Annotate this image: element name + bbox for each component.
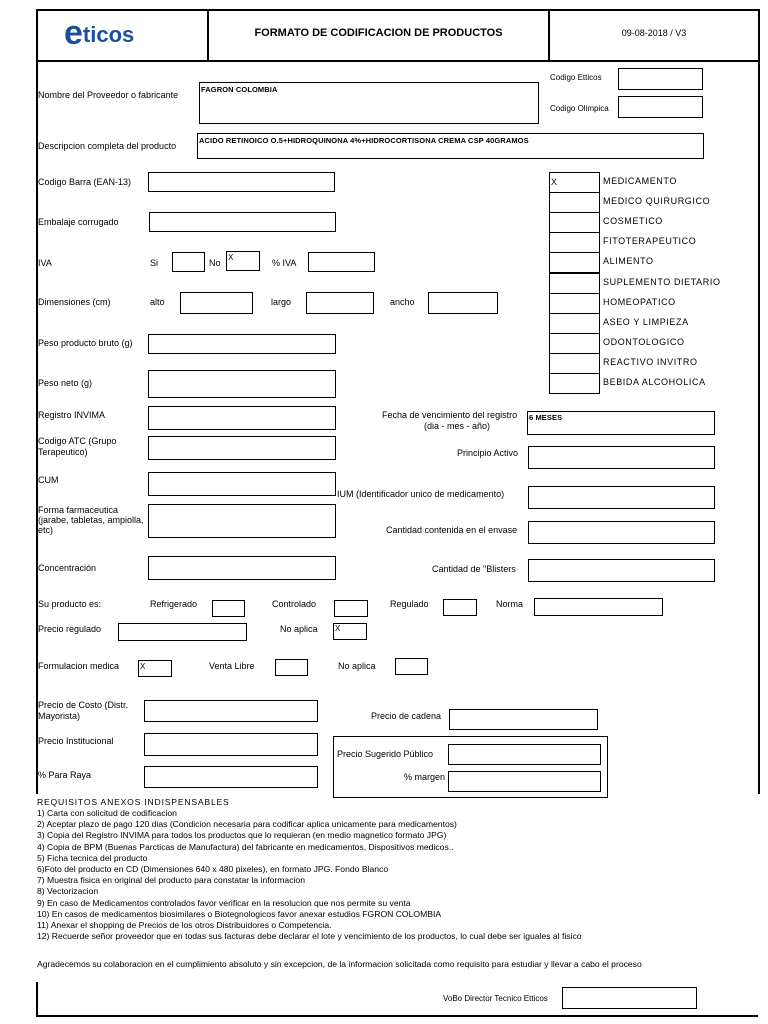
logo-text: ticos bbox=[82, 22, 135, 47]
category-checkbox[interactable] bbox=[549, 273, 600, 294]
category-checkbox[interactable] bbox=[549, 252, 600, 273]
largo-field[interactable] bbox=[306, 292, 374, 314]
refrigerado-label: Refrigerado bbox=[150, 599, 198, 609]
category-checkbox[interactable] bbox=[549, 293, 600, 314]
category-label: COSMETICO bbox=[603, 216, 663, 227]
formulacion-no-aplica-checkbox[interactable] bbox=[395, 658, 428, 675]
codigo-olimpica-field[interactable] bbox=[618, 96, 703, 118]
alto-label: alto bbox=[150, 297, 165, 307]
venta-libre-checkbox[interactable] bbox=[275, 659, 308, 676]
controlado-checkbox[interactable] bbox=[334, 600, 368, 617]
precio-cadena-label: Precio de cadena bbox=[371, 711, 442, 721]
category-label: MEDICO QUIRURGICO bbox=[603, 196, 711, 207]
iva-label: IVA bbox=[38, 258, 52, 268]
iva-si-checkbox[interactable] bbox=[172, 252, 205, 272]
category-label: SUPLEMENTO DIETARIO bbox=[603, 276, 721, 287]
precio-institucional-label: Precio Institucional bbox=[38, 736, 114, 746]
precio-regulado-field[interactable] bbox=[118, 623, 247, 641]
description-label: Descripcion completa del producto bbox=[38, 141, 177, 151]
category-label: ALIMENTO bbox=[603, 256, 654, 267]
codigo-etticos-field[interactable] bbox=[618, 68, 703, 90]
cantidad-field[interactable] bbox=[528, 521, 715, 544]
category-checkbox[interactable] bbox=[549, 333, 600, 354]
category-label: HOMEOPATICO bbox=[603, 296, 676, 307]
cum-field[interactable] bbox=[148, 472, 336, 496]
principio-field[interactable] bbox=[528, 446, 715, 469]
requisito-item: 9) En caso de Medicamentos controlados favor verificar en la resolucion que nos permite su venta bbox=[37, 897, 411, 908]
ium-field[interactable] bbox=[528, 486, 715, 509]
fecha-venc-value: 6 MESES bbox=[529, 413, 563, 422]
blisters-field[interactable] bbox=[528, 559, 715, 582]
packaging-field[interactable] bbox=[149, 212, 336, 232]
vobo-label: VoBo Director Tecnico Etticos bbox=[443, 994, 548, 1003]
eticos-logo bbox=[64, 14, 135, 52]
requisito-item: 6)Foto del producto en CD (Dimensiones 640 x 480 pixeles), en formato JPG. Fondo Blanco bbox=[37, 864, 389, 874]
precio-costo-label: Precio de Costo (Distr. Mayorista) bbox=[38, 700, 129, 721]
form-title: FORMATO DE CODIFICACION DE PRODUCTOS bbox=[254, 27, 503, 39]
controlado-label: Controlado bbox=[272, 599, 317, 609]
category-label: MEDICAMENTO bbox=[603, 176, 677, 186]
category-label: ASEO Y LIMPIEZA bbox=[603, 316, 689, 327]
refrigerado-checkbox[interactable] bbox=[212, 600, 245, 617]
footer-bottom-border bbox=[36, 1015, 758, 1017]
iva-pct-label: % IVA bbox=[272, 258, 297, 268]
logo-e: e bbox=[64, 14, 83, 52]
iva-si-label: Si bbox=[150, 258, 159, 268]
requisito-item: 3) Copia del Registro INVIMA para todos los productos que lo requieran (en medio magnetico formato JPG) bbox=[37, 830, 447, 841]
form-version: 09-08-2018 / V3 bbox=[621, 28, 687, 38]
supplier-value: FAGRON COLOMBIA bbox=[201, 85, 278, 94]
regulado-label: Regulado bbox=[390, 599, 429, 609]
atc-field[interactable] bbox=[148, 436, 336, 460]
dimensions-label: Dimensiones (cm) bbox=[38, 297, 111, 307]
blisters-label: Cantidad de "Blisters bbox=[432, 564, 516, 574]
category-mark: X bbox=[551, 177, 558, 187]
ium-label: IUM (Identificador unico de medicamento) bbox=[337, 489, 505, 499]
precio-regulado-no-aplica-mark: X bbox=[335, 624, 341, 633]
iva-no-mark: X bbox=[228, 253, 234, 262]
para-raya-label: % Para Raya bbox=[38, 770, 92, 780]
category-checkbox[interactable] bbox=[549, 313, 600, 334]
concentracion-field[interactable] bbox=[148, 556, 336, 580]
category-checkbox[interactable] bbox=[549, 192, 600, 213]
registro-field[interactable] bbox=[148, 406, 336, 430]
category-label: ODONTOLOGICO bbox=[603, 336, 685, 347]
regulado-checkbox[interactable] bbox=[443, 599, 477, 616]
body-right-border bbox=[758, 62, 760, 794]
venta-libre-label: Venta Libre bbox=[209, 661, 255, 671]
precio-cadena-field[interactable] bbox=[449, 709, 598, 730]
formulacion-no-aplica-label: No aplica bbox=[338, 661, 376, 671]
precio-sugerido-label: Precio Sugerido Público bbox=[337, 749, 434, 759]
description-value: ACIDO RETINOICO O.5+HIDROQUINONA 4%+HIDROCORTISONA CREMA CSP 40GRAMOS bbox=[199, 136, 529, 145]
requisito-item: 8) Vectorizacion bbox=[37, 886, 99, 897]
alto-field[interactable] bbox=[180, 292, 253, 314]
precio-costo-field[interactable] bbox=[144, 700, 318, 722]
cantidad-label: Cantidad contenida en el envase bbox=[386, 525, 518, 535]
margen-label: % margen bbox=[404, 772, 446, 782]
concentracion-label: Concentración bbox=[38, 563, 97, 573]
vobo-field[interactable] bbox=[562, 987, 697, 1009]
norma-field[interactable] bbox=[534, 598, 663, 616]
cum-label: CUM bbox=[38, 475, 59, 485]
footer-left-border bbox=[36, 982, 38, 1016]
category-checkbox[interactable] bbox=[549, 353, 600, 374]
requisito-item: 4) Copia de BPM (Buenas Parcticas de Manufactura) del fabricante en medicamentos, Dispositivos medicos.. bbox=[37, 841, 454, 852]
margen-field[interactable] bbox=[448, 771, 601, 792]
ancho-label: ancho bbox=[390, 297, 415, 307]
precio-sugerido-field[interactable] bbox=[448, 744, 601, 765]
barcode-label: Codigo Barra (EAN-13) bbox=[38, 177, 132, 187]
atc-label: Codigo ATC (Grupo Terapeutico) bbox=[38, 436, 117, 457]
net-weight-field[interactable] bbox=[148, 370, 336, 398]
forma-label: Forma farmaceutica (jarabe, tabletas, ampiolla, etc) bbox=[38, 505, 144, 535]
requisito-item: 5) Ficha tecnica del producto bbox=[37, 852, 148, 863]
formulacion-mark: X bbox=[140, 662, 146, 671]
category-checkbox[interactable] bbox=[549, 212, 600, 233]
registro-label: Registro INVIMA bbox=[38, 410, 106, 420]
requisito-item: 1) Carta con solicitud de codificacion bbox=[37, 808, 177, 818]
requisito-item: 2) Aceptar plazo de pago 120 dias (Condicion necesaria para codificar aplica unicamente para medicamentos) bbox=[37, 819, 457, 830]
gross-weight-field[interactable] bbox=[148, 334, 336, 354]
requisitos-closing: Agradecemos su colaboracion en el cumplimiento absoluto y sin excepcion, de la informacion solicitada como requisito para estudiar y llevar a cabo el proceso bbox=[37, 959, 642, 969]
net-weight-label: Peso neto (g) bbox=[38, 378, 93, 388]
body-left-border bbox=[36, 62, 38, 794]
requisito-item: 10) En casos de medicamentos biosimilares o Biotegnologicos favor anexar estudios FGRON COLOMBIA bbox=[37, 908, 442, 919]
category-label: FITOTERAPEUTICO bbox=[603, 236, 697, 247]
barcode-field[interactable] bbox=[148, 172, 335, 192]
packaging-label: Embalaje corrugado bbox=[38, 217, 119, 227]
ancho-field[interactable] bbox=[428, 292, 498, 314]
iva-pct-field[interactable] bbox=[308, 252, 375, 272]
fecha-venc-label-1: Fecha de vencimiento del registro bbox=[382, 410, 518, 420]
supplier-label: Nombre del Proveedor o fabricante bbox=[38, 90, 179, 100]
requisitos-title: REQUISITOS ANEXOS INDISPENSABLES bbox=[37, 797, 230, 807]
precio-regulado-no-aplica-label: No aplica bbox=[280, 624, 318, 634]
category-label: REACTIVO INVITRO bbox=[603, 356, 698, 367]
norma-label: Norma bbox=[496, 599, 524, 609]
iva-no-label: No bbox=[209, 258, 221, 268]
formulacion-label: Formulacion medica bbox=[38, 661, 120, 671]
gross-weight-label: Peso producto bruto (g) bbox=[38, 338, 133, 348]
category-label: BEBIDA ALCOHOLICA bbox=[603, 377, 706, 387]
forma-field[interactable] bbox=[148, 504, 336, 538]
principio-label: Principio Activo bbox=[457, 448, 519, 458]
category-checkbox[interactable] bbox=[549, 373, 600, 394]
category-checkbox[interactable] bbox=[549, 232, 600, 253]
producto-es-label: Su producto es: bbox=[38, 599, 102, 609]
fecha-venc-label-2: (dia - mes - año) bbox=[424, 421, 491, 431]
codigo-etticos-label: Codigo Etticos bbox=[550, 73, 602, 82]
precio-institucional-field[interactable] bbox=[144, 733, 318, 756]
requisito-item: 12) Recuerde señor proveedor que en todas sus facturas debe declarar el lote y vencimiento de los productos, lo cual debe ser iguales al fisico bbox=[37, 931, 582, 942]
para-raya-field[interactable] bbox=[144, 766, 318, 788]
requisito-item: 11) Anexar el shopping de Precios de los otros Distribuidores o Competencia. bbox=[37, 920, 332, 930]
codigo-olimpica-label: Codigo Olimpica bbox=[550, 104, 609, 113]
requisito-item: 7) Muestra fisica en original del producto para constatar la informacion bbox=[37, 875, 305, 886]
largo-label: largo bbox=[271, 297, 292, 307]
precio-regulado-label: Precio regulado bbox=[38, 624, 102, 634]
